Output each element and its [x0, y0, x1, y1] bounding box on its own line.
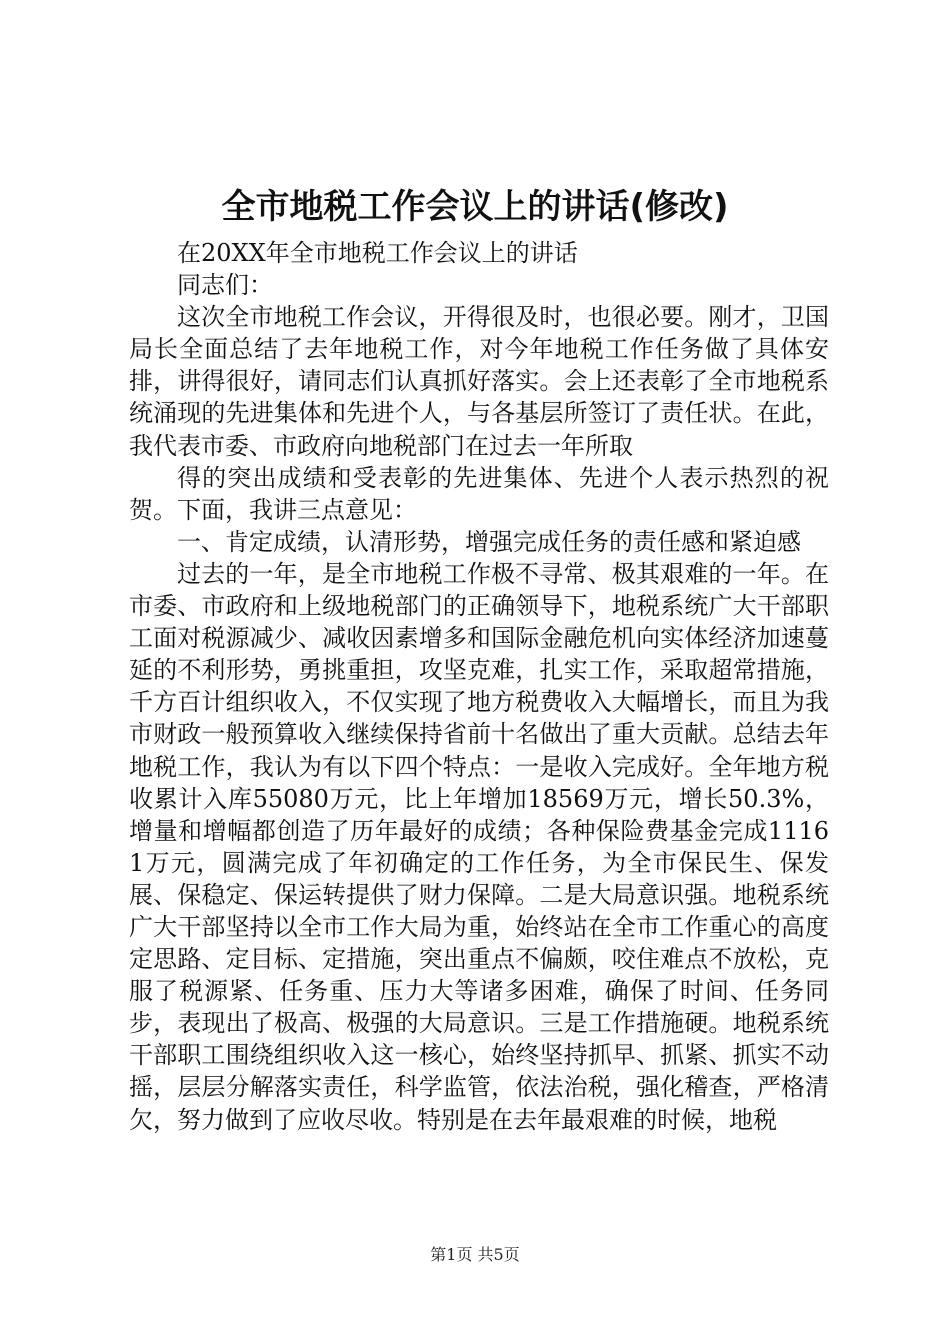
section-heading-1: 一、肯定成绩，认清形势，增强完成任务的责任感和紧迫感 [177, 527, 801, 556]
document-body [129, 237, 829, 1136]
speech-subtitle: 在20XX年全市地税工作会议上的讲话 [177, 239, 578, 267]
paragraph-review: 过去的一年，是全市地税工作极不寻常、极其艰难的一年。在市委、市政府和上级地税部门的正确领导下，地税系统广大干部职工面对税源减少、减收因素增多和国际金融危机向实体经济加速蔓延的不利形势，勇挑重担，攻坚克难，扎实工作，采取超常措施，千方百计组织收入，不仅实现了地方税费收入大幅增长，而且为我市财政一般预算收入继续保持省前十名做出了重大贡献。总结去年地税工作，我认为有以下四个特点：一是收入完成好。全年地方税收累计入库55080万元，比上年增加18569万元，增长50.3%，增量和增幅都创造了历年最好的成绩；各种保险费基金完成11161万元，圆满完成了年初确定的工作任务，为全市保民生、保发展、保稳定、保运转提供了财力保障。二是大局意识强。地税系统广大干部坚持以全市工作大局为重，始终站在全市工作重心的高度定思路、定目标、定措施，突出重点不偏颇，咬住难点不放松，克服了税源紧、任务重、压力大等诸多困难，确保了时间、任务同步，表现出了极高、极强的大局意识。三是工作措施硬。地税系统干部职工围绕组织收入这一核心，始终坚持抓早、抓紧、抓实不动摇，层层分解落实责任，科学监管，依法治税，强化稽查，严格清欠，努力做到了应收尽收。特别是在去年最艰难的时候，地税 [129, 559, 829, 1134]
page-footer: 第1页 共5页 [430, 1245, 520, 1264]
paragraph-opening: 这次全市地税工作会议，开得很及时，也很必要。刚才，卫国局长全面总结了去年地税工作，对今年地税工作任务做了具体安排，讲得很好，请同志们认真抓好落实。会上还表彰了全市地税系统涌现的先进集体和先进个人，与各基层所签订了责任状。在此，我代表市委、市政府向地税部门在过去一年所取 [129, 303, 829, 460]
salutation: 同志们： [177, 271, 273, 300]
paragraph-congratulations: 得的突出成绩和受表彰的先进集体、先进个人表示热烈的祝贺。下面，我讲三点意见： [129, 463, 829, 524]
document-title: 全市地税工作会议上的讲话(修改) [221, 187, 729, 227]
